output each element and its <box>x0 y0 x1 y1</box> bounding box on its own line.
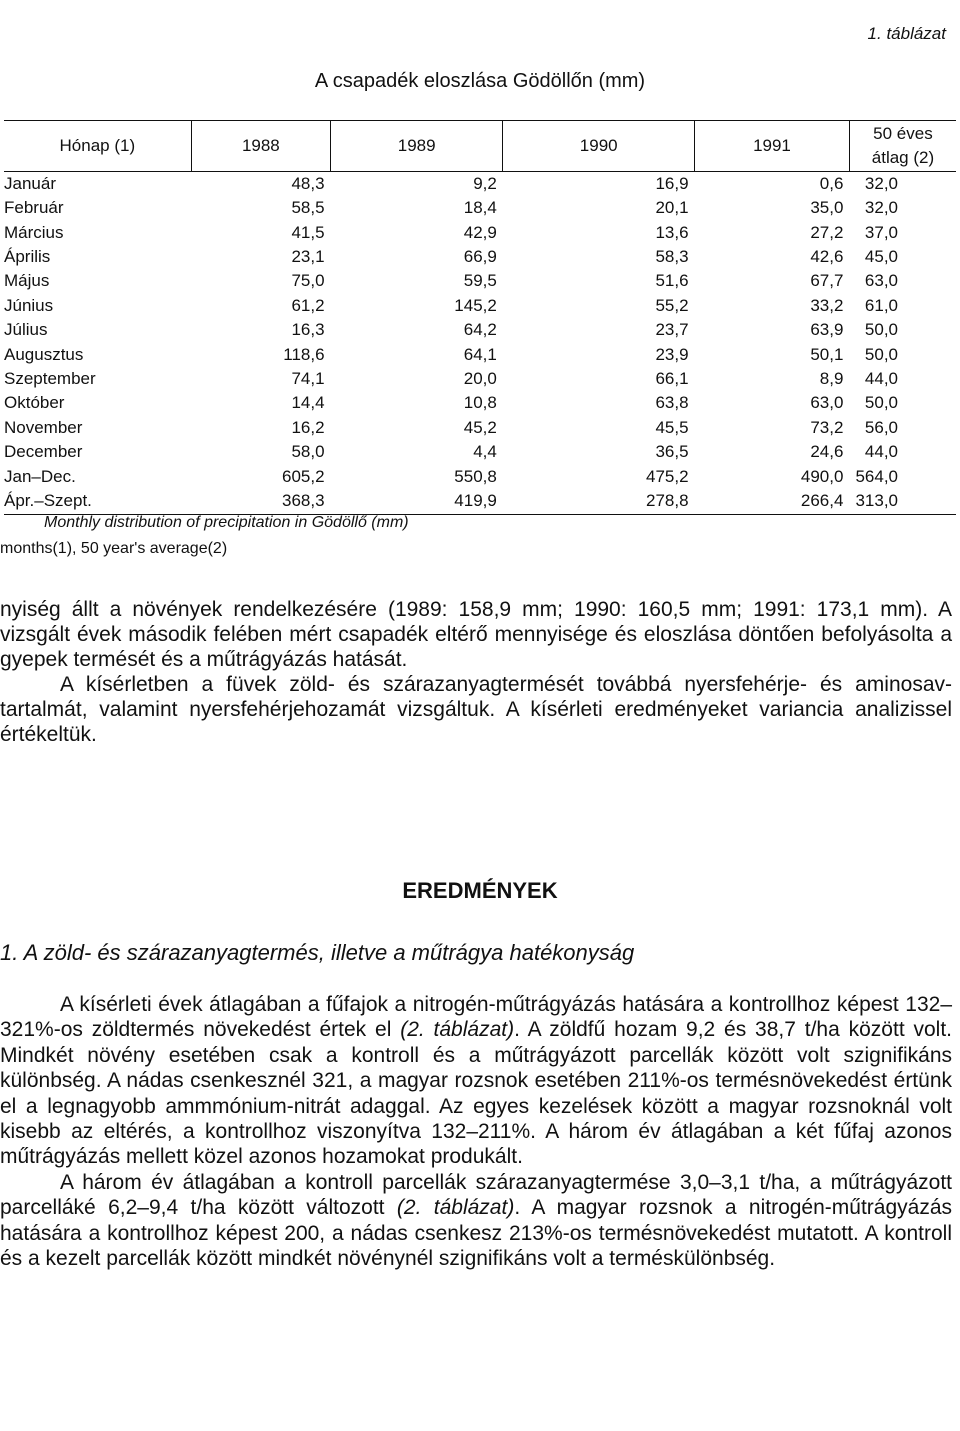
value-cell: 50,1 <box>810 344 844 364</box>
subsection-heading: 1. A zöld- és szárazanyagtermés, illetve a műtrágya hatékonyság <box>0 940 635 965</box>
text-segment: . A magyar rozsnok a nitrogén-műtrágyázás hatására a kontrollhoz képest 200, a nádas csenkesz 213%-os termésnövekedést mutatott. A kontroll és a kezelt parcellák között mindkét növénynél szignifikáns volt a terméskülönbség. <box>0 1196 953 1271</box>
month-cell: Szeptember <box>4 369 96 389</box>
value-cell: 605,2 <box>281 466 325 486</box>
table-reference: (2. táblázat) <box>400 1018 515 1042</box>
header-1991: 1991 <box>695 121 850 172</box>
body-text-block-2 <box>0 992 952 1271</box>
value-cell: 50,0 <box>864 393 898 413</box>
value-cell: 44,0 <box>864 442 898 462</box>
text-segment: A kísérleti évek átlagában a fűfajok a nitrogén-műtrágyázás hatására a kontrollhoz képest 132–321%-os zöldtermés növekedést értek el <box>0 993 952 1042</box>
value-cell: 59,5 <box>463 271 497 291</box>
value-cell: 61,0 <box>864 295 898 315</box>
value-cell: 63,0 <box>810 393 844 413</box>
month-cell: Augusztus <box>4 344 84 364</box>
value-cell: 278,8 <box>503 489 695 514</box>
table-row <box>4 343 956 367</box>
paragraph-green-yield <box>0 992 952 1170</box>
table-number-label: 1. táblázat <box>867 24 946 43</box>
value-cell: 63,0 <box>864 271 898 291</box>
value-cell: 48,3 <box>291 173 325 193</box>
text-segment: . A zöldfű hozam 9,2 és 38,7 t/ha között volt. Mindkét növény esetében csak a kontroll és a műtrágyázott parcellák között volt szignifikáns különbség. A nádas csenkesznél 321, a magyar rozsnok esetében 211%-os termésnövekedést értünk el a legnagyobb ammmónium-nitrát adaggal. Az egyes kezelések között a magyar rozsnoknál volt kisebb az eltérés, a kontrollhoz viszonyítva 132–211%. A három év átlagában a két fűfaj azonos műtrágyázás mellett közel azonos hozamokat produkált. <box>0 1018 952 1169</box>
text-segment: A három év átlagában a kontroll parcellák szárazanyagtermése 3,0–3,1 t/ha, a műtrágyázott parcelláké 6,2–9,4 t/ha között változott <box>0 1170 952 1220</box>
value-cell: 8,9 <box>819 369 844 389</box>
value-cell: 23,1 <box>291 247 325 267</box>
value-cell: 18,4 <box>463 198 497 218</box>
table-body <box>4 171 956 514</box>
value-cell: 58,3 <box>655 247 689 267</box>
value-cell: 266,4 <box>695 489 850 514</box>
table-row <box>4 221 956 245</box>
value-cell: 73,2 <box>810 417 844 437</box>
table-reference: (2. táblázat) <box>396 1196 515 1220</box>
value-cell: 118,6 <box>283 344 325 364</box>
value-cell: 61,2 <box>291 295 325 315</box>
value-cell: 475,2 <box>646 466 689 486</box>
value-cell: 16,3 <box>291 320 325 340</box>
table-caption-english: Monthly distribution of precipitation in Gödöllő (mm) <box>44 514 409 531</box>
value-cell: 42,6 <box>810 247 844 267</box>
value-cell: 50,0 <box>864 320 898 340</box>
value-cell: 51,6 <box>655 271 689 291</box>
table-row <box>4 318 956 342</box>
value-cell: 9,2 <box>473 173 497 193</box>
value-cell: 44,0 <box>864 369 898 389</box>
value-cell: 33,2 <box>810 295 844 315</box>
header-1989: 1989 <box>331 121 503 172</box>
value-cell: 41,5 <box>291 222 325 242</box>
value-cell: 50,0 <box>864 344 898 364</box>
table-row <box>4 489 956 514</box>
value-cell: 45,2 <box>463 417 497 437</box>
value-cell: 4,4 <box>473 442 497 462</box>
month-cell: Június <box>4 295 54 315</box>
month-cell: Jan–Dec. <box>4 466 76 486</box>
value-cell: 64,1 <box>463 344 497 364</box>
month-cell: Január <box>4 173 56 193</box>
value-cell: 20,0 <box>463 369 497 389</box>
table-row <box>4 440 956 464</box>
month-cell: Ápr.–Szept. <box>4 489 191 514</box>
value-cell: 419,9 <box>331 489 503 514</box>
value-cell: 63,8 <box>655 393 689 413</box>
value-cell: 36,5 <box>655 442 689 462</box>
value-cell: 56,0 <box>864 417 898 437</box>
table-row <box>4 416 956 440</box>
value-cell: 58,0 <box>291 442 325 462</box>
month-cell: November <box>4 417 83 437</box>
month-cell: December <box>4 442 83 462</box>
table-header-row <box>4 121 956 172</box>
month-cell: Április <box>4 247 51 267</box>
precipitation-table <box>4 120 956 515</box>
table-row <box>4 245 956 269</box>
table-row <box>4 465 956 489</box>
value-cell: 55,2 <box>655 295 689 315</box>
value-cell: 45,5 <box>655 417 689 437</box>
value-cell: 37,0 <box>864 222 898 242</box>
month-cell: Február <box>4 198 64 218</box>
value-cell: 32,0 <box>864 173 898 193</box>
value-cell: 75,0 <box>291 271 325 291</box>
month-cell: Október <box>4 393 65 413</box>
month-cell: Július <box>4 320 48 340</box>
table-caption-english-legend: months(1), 50 year's average(2) <box>0 540 228 557</box>
header-1990: 1990 <box>503 121 695 172</box>
value-cell: 66,1 <box>655 369 689 389</box>
table-row <box>4 269 956 293</box>
value-cell: 74,1 <box>291 369 325 389</box>
paragraph-precipitation: nyiség állt a növények rendelkezésére (1989: 158,9 mm; 1990: 160,5 mm; 1991: 173,1 mm). A vizsgált évek második felében mért csapadék eltérő mennyisége és eloszlása döntően befolyásolta a gyepek termését és a műtrágyázás hatását. <box>0 598 952 671</box>
value-cell: 45,0 <box>864 247 898 267</box>
value-cell: 550,8 <box>454 466 497 486</box>
paragraph-dry-matter <box>0 1170 952 1272</box>
value-cell: 564,0 <box>855 466 898 486</box>
value-cell: 0,6 <box>819 173 844 193</box>
table-row <box>4 367 956 391</box>
value-cell: 23,7 <box>655 320 689 340</box>
table-row <box>4 171 956 196</box>
table-row <box>4 391 956 415</box>
header-50yr-average: 50 éves átlag (2) <box>849 121 956 172</box>
table-row <box>4 196 956 220</box>
value-cell: 63,9 <box>810 320 844 340</box>
value-cell: 24,6 <box>810 442 844 462</box>
value-cell: 14,4 <box>291 393 325 413</box>
value-cell: 16,2 <box>291 417 325 437</box>
value-cell: 13,6 <box>655 222 689 242</box>
body-text-block-1 <box>0 597 952 747</box>
value-cell: 67,7 <box>810 271 844 291</box>
value-cell: 313,0 <box>849 489 956 514</box>
month-cell: Március <box>4 222 64 242</box>
value-cell: 27,2 <box>810 222 844 242</box>
section-heading-results: EREDMÉNYEK <box>402 878 558 903</box>
value-cell: 10,8 <box>463 393 497 413</box>
value-cell: 66,9 <box>463 247 497 267</box>
value-cell: 64,2 <box>463 320 497 340</box>
value-cell: 32,0 <box>864 198 898 218</box>
header-month: Hónap (1) <box>4 121 191 172</box>
value-cell: 368,3 <box>191 489 330 514</box>
table-title: A csapadék eloszlása Gödöllőn (mm) <box>314 70 646 92</box>
table-row <box>4 294 956 318</box>
value-cell: 23,9 <box>655 344 689 364</box>
header-1988: 1988 <box>191 121 330 172</box>
value-cell: 42,9 <box>463 222 497 242</box>
month-cell: Május <box>4 271 50 291</box>
value-cell: 35,0 <box>810 198 844 218</box>
value-cell: 58,5 <box>291 198 325 218</box>
value-cell: 490,0 <box>800 466 844 486</box>
value-cell: 20,1 <box>655 198 689 218</box>
value-cell: 145,2 <box>454 295 497 315</box>
value-cell: 16,9 <box>655 173 689 193</box>
paragraph-methods: A kísérletben a füvek zöld- és szárazanyagtermését továbbá nyersfehérje- és aminosav-tartalmát, valamint nyersfehérjehozamát vizsgáltuk. A kísérleti eredményeket variancia analizissel értékeltük. <box>0 673 952 746</box>
